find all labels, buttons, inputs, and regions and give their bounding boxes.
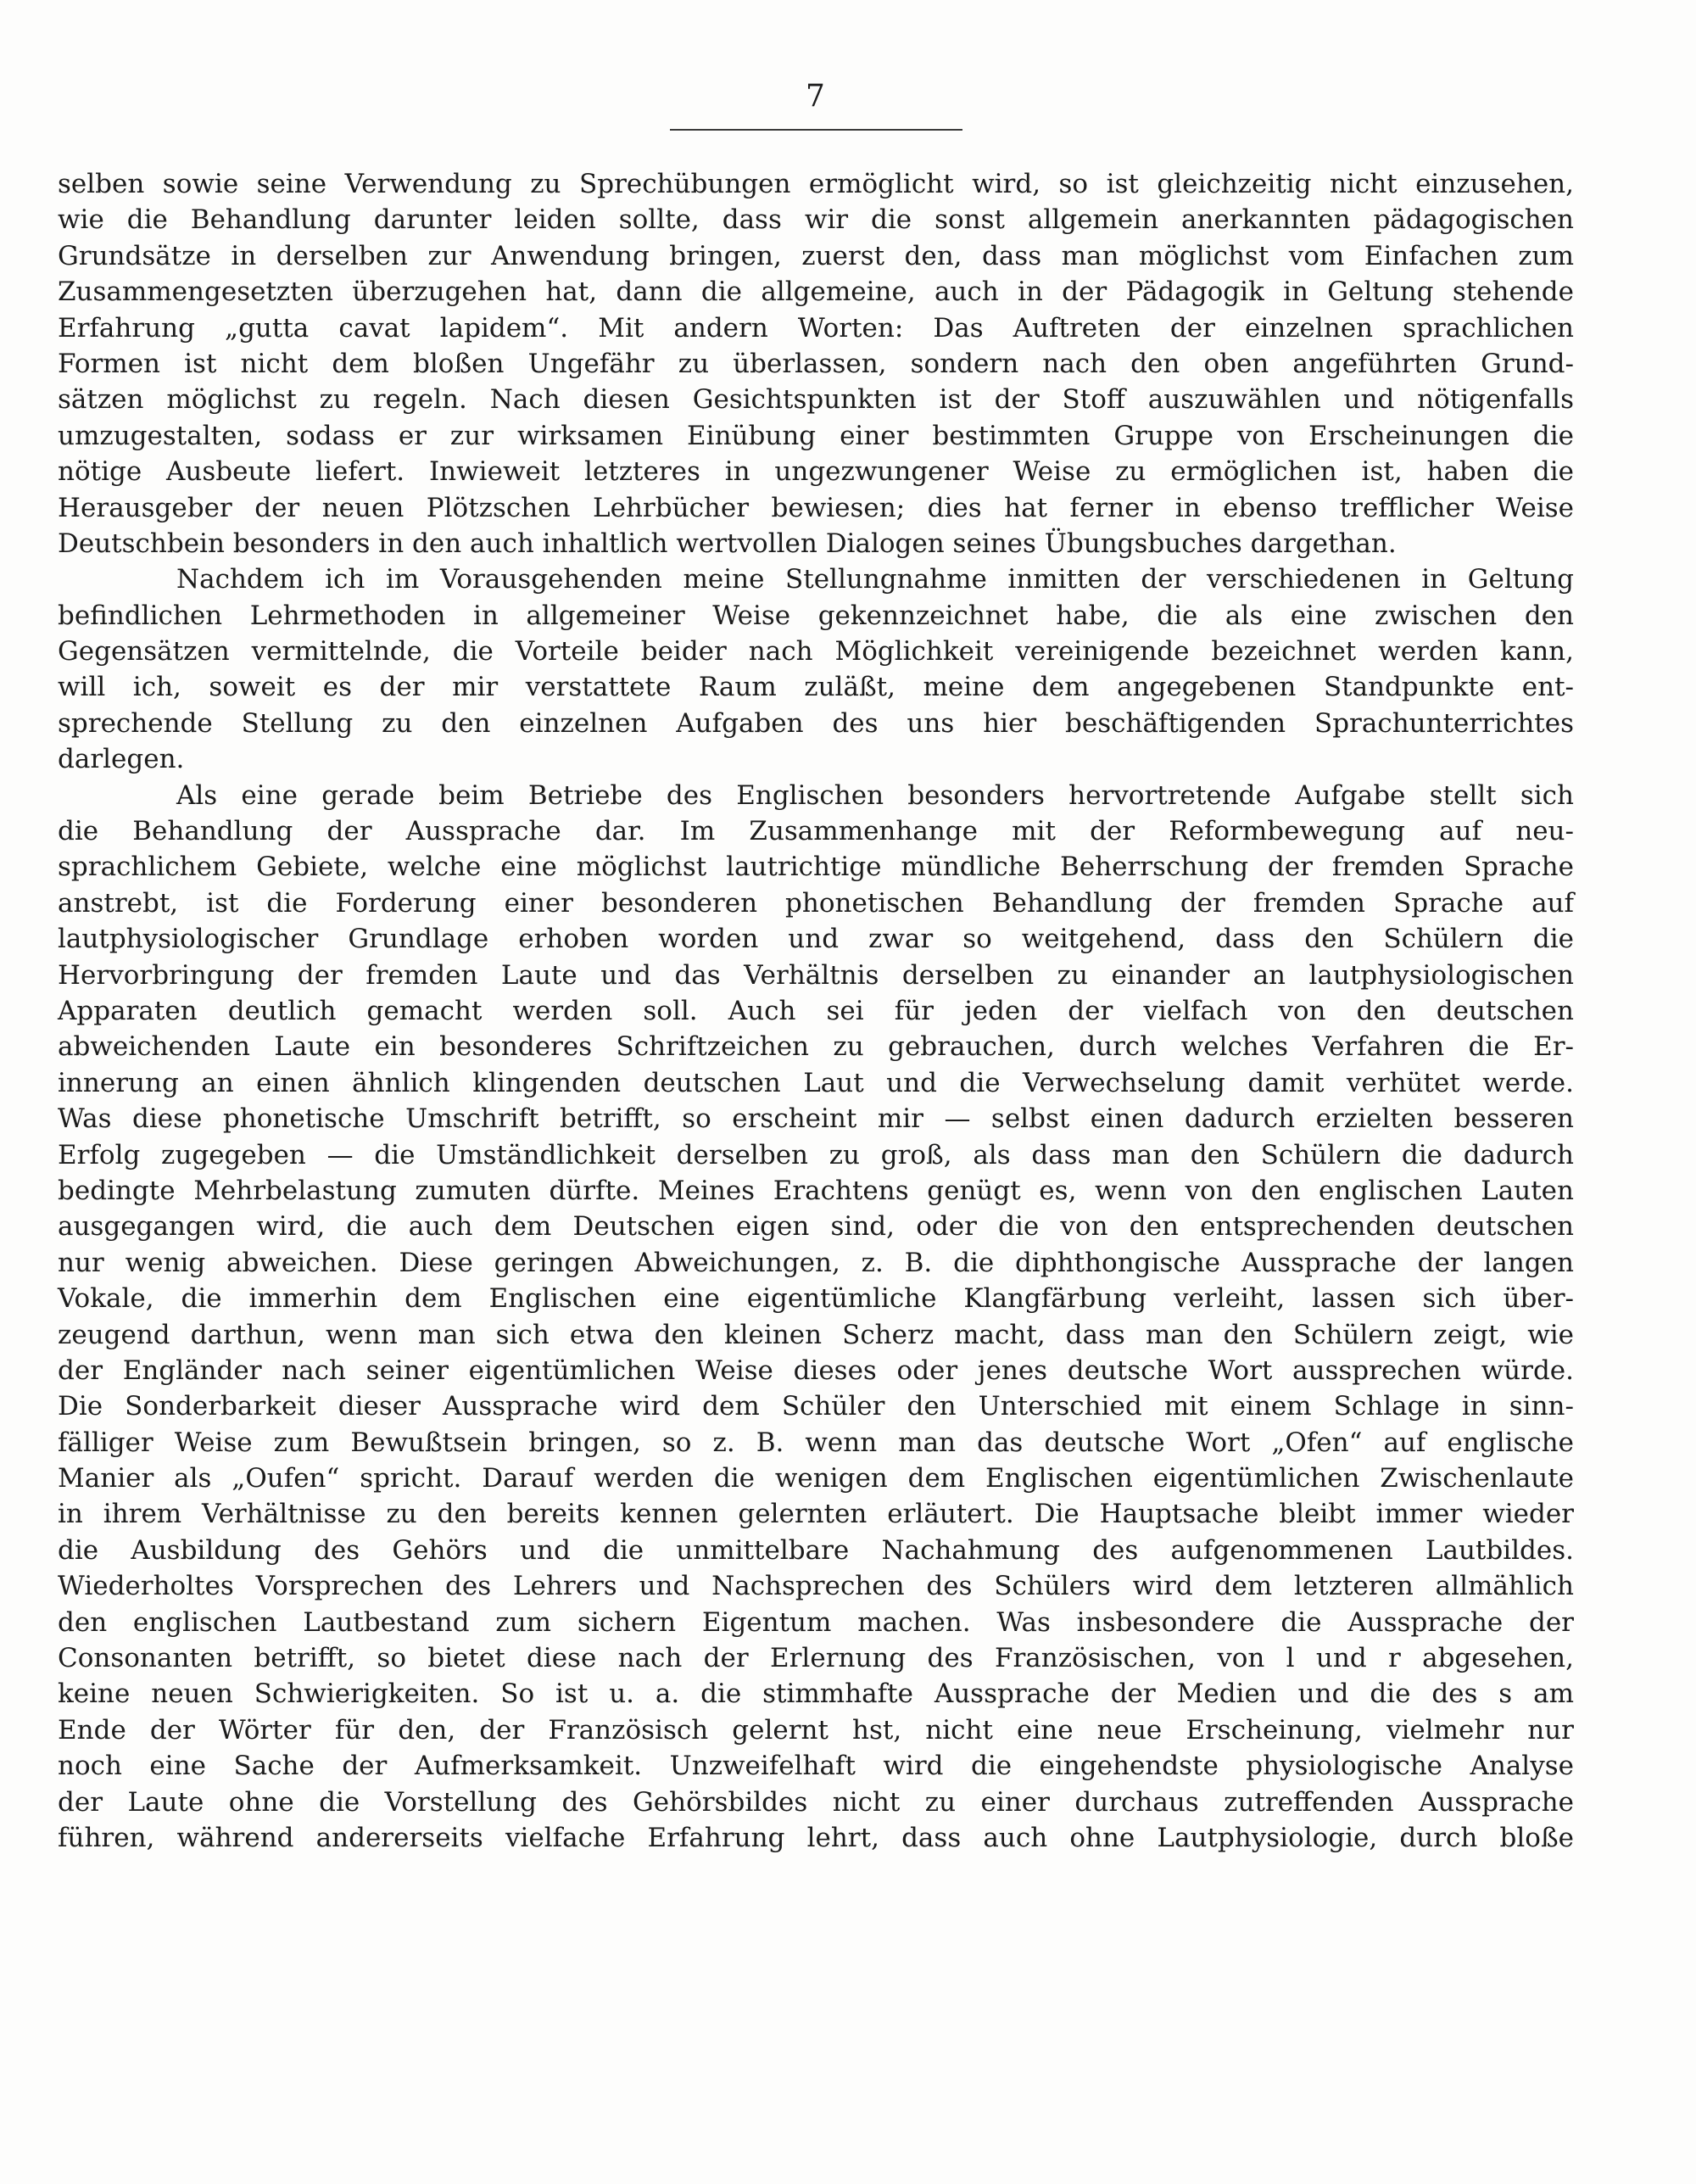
text-line: Ende der Wörter für den, der Französisch gelernt hst, nicht eine neue Erscheinung, vielmehr nur (58, 1714, 1574, 1746)
text-line: abweichenden Laute ein besonderes Schriftzeichen zu gebrauchen, durch welches Verfahren die Er- (58, 1031, 1574, 1063)
text-line: Formen ist nicht dem bloßen Ungefähr zu überlassen, sondern nach den oben angeführten Grund- (58, 348, 1574, 379)
text-line: innerung an einen ähnlich klingenden deutschen Laut und die Verwechselung damit verhütet werde. (58, 1067, 1574, 1098)
text-line: Apparaten deutlich gemacht werden soll. Auch sei für jeden der vielfach von den deutschen (58, 995, 1574, 1026)
text-line: Als eine gerade beim Betriebe des Englischen besonders hervortretende Aufgabe stellt sich (176, 779, 1574, 811)
text-line: in ihrem Verhältnisse zu den bereits kennen gelernten erläutert. Die Hauptsache bleibt immer wieder (58, 1499, 1574, 1530)
text-line: umzugestalten, sodass er zur wirksamen Einübung einer bestimmten Gruppe von Erscheinungen die (58, 420, 1574, 451)
text-line: Wiederholtes Vorsprechen des Lehrers und Nachsprechen des Schülers wird dem letzteren allmählich (58, 1571, 1574, 1602)
text-line: noch eine Sache der Aufmerksamkeit. Unzweifelhaft wird die eingehendste physiologische Analyse (58, 1751, 1574, 1782)
text-line: der Laute ohne die Vorstellung des Gehörsbildes nicht zu einer durchaus zutreffenden Aussprache (58, 1786, 1574, 1818)
text-line: bedingte Mehrbelastung zumuten dürfte. Meines Erachtens genügt es, wenn von den englischen Lauten (58, 1175, 1574, 1206)
text-line: Manier als „Oufen“ spricht. Darauf werden die wenigen dem Englischen eigentümlichen Zwischenlaute (58, 1463, 1574, 1494)
text-line: fälliger Weise zum Bewußtsein bringen, so z. B. wenn man das deutsche Wort „Ofen“ auf englische (58, 1427, 1574, 1458)
text-line: führen, während andererseits vielfache Erfahrung lehrt, dass auch ohne Lautphysiologie, durch bloße (58, 1822, 1574, 1853)
text-line: wie die Behandlung darunter leiden sollte, dass wir die sonst allgemein anerkannten pädagogischen (58, 204, 1574, 236)
text-line: nötige Ausbeute liefert. Inwieweit letzteres in ungezwungener Weise zu ermöglichen ist, haben die (58, 456, 1574, 488)
text-line: selben sowie seine Verwendung zu Sprechübungen ermöglicht wird, so ist gleichzeitig nicht einzusehen, (58, 169, 1574, 199)
text-line: Consonanten betrifft, so bietet diese nach der Erlernung des Französischen, von l und r abgesehen, (58, 1643, 1574, 1674)
text-line: nur wenig abweichen. Diese geringen Abweichungen, z. B. die diphthongische Aussprache der langen (58, 1247, 1574, 1278)
body-text (58, 166, 1574, 1892)
text-line: sprechende Stellung zu den einzelnen Aufgaben des uns hier beschäftigenden Sprachunterrichtes (58, 707, 1574, 739)
text-line: Nachdem ich im Vorausgehenden meine Stellungnahme inmitten der verschiedenen in Geltung (176, 564, 1574, 595)
text-line: Hervorbringung der fremden Laute und das Verhältnis derselben zu einander an lautphysiologischen (58, 959, 1574, 991)
text-line: Die Sonderbarkeit dieser Aussprache wird dem Schüler den Unterschied mit einem Schlage in sinn- (58, 1391, 1574, 1422)
text-line: Grundsätze in derselben zur Anwendung bringen, zuerst den, dass man möglichst vom Einfachen zum (58, 240, 1574, 271)
text-line: Gegensätzen vermittelnde, die Vorteile beider nach Möglichkeit vereinigende bezeichnet werden kann, (58, 636, 1574, 667)
text-line: sätzen möglichst zu regeln. Nach diesen Gesichtspunkten ist der Stoff auszuwählen und nötigenfalls (58, 384, 1574, 416)
page-number: 7 (806, 79, 826, 114)
text-line: zeugend darthun, wenn man sich etwa den kleinen Scherz macht, dass man den Schülern zeigt, wie (58, 1319, 1574, 1350)
text-line: darlegen. (58, 744, 185, 775)
text-line: Herausgeber der neuen Plötzschen Lehrbücher bewiesen; dies hat ferner in ebenso trefflicher Weise (58, 492, 1574, 523)
text-line: anstrebt, ist die Forderung einer besonderen phonetischen Behandlung der fremden Sprache auf (58, 887, 1574, 919)
text-line: sprachlichem Gebiete, welche eine möglichst lautrichtige mündliche Beherrschung der fremden Sprache (58, 852, 1574, 883)
text-line: ausgegangen wird, die auch dem Deutschen eigen sind, oder die von den entsprechenden deutschen (58, 1211, 1574, 1243)
text-line: keine neuen Schwierigkeiten. So ist u. a. die stimmhafte Aussprache der Medien und die des s am (58, 1678, 1574, 1710)
text-line: Deutschbein besonders in den auch inhaltlich wertvollen Dialogen seines Übungsbuches dargethan. (58, 528, 1397, 559)
text-line: Was diese phonetische Umschrift betrifft, so erscheint mir — selbst einen dadurch erzielten besseren (58, 1103, 1574, 1135)
header-rule (670, 129, 962, 131)
text-line: die Behandlung der Aussprache dar. Im Zusammenhange mit der Reformbewegung auf neu- (58, 816, 1574, 847)
text-line (58, 1856, 1574, 1891)
text-line: lautphysiologischer Grundlage erhoben worden und zwar so weitgehend, dass den Schülern die (58, 924, 1574, 955)
text-line: Erfahrung „gutta cavat lapidem“. Mit andern Worten: Das Auftreten der einzelnen sprachlichen (58, 312, 1574, 344)
text-line: der Engländer nach seiner eigentümlichen Weise dieses oder jenes deutsche Wort aussprechen würde. (58, 1355, 1574, 1386)
text-line: will ich, soweit es der mir verstattete Raum zuläßt, meine dem angegebenen Standpunkte ent- (58, 672, 1574, 703)
text-line: Zusammengesetzten überzugehen hat, dann die allgemeine, auch in der Pädagogik in Geltung stehende (58, 276, 1574, 308)
text-line: befindlichen Lehrmethoden in allgemeiner Weise gekennzeichnet habe, die als eine zwischen den (58, 600, 1574, 631)
text-line: den englischen Lautbestand zum sichern Eigentum machen. Was insbesondere die Aussprache der (58, 1606, 1574, 1638)
text-line: Erfolg zugegeben — die Umständlichkeit derselben zu groß, als dass man den Schülern die dadurch (58, 1139, 1574, 1170)
text-line: Vokale, die immerhin dem Englischen eine eigentümliche Klangfärbung verleiht, lassen sich über- (58, 1283, 1574, 1315)
text-line: die Ausbildung des Gehörs und die unmittelbare Nachahmung des aufgenommenen Lautbildes. (58, 1534, 1574, 1566)
